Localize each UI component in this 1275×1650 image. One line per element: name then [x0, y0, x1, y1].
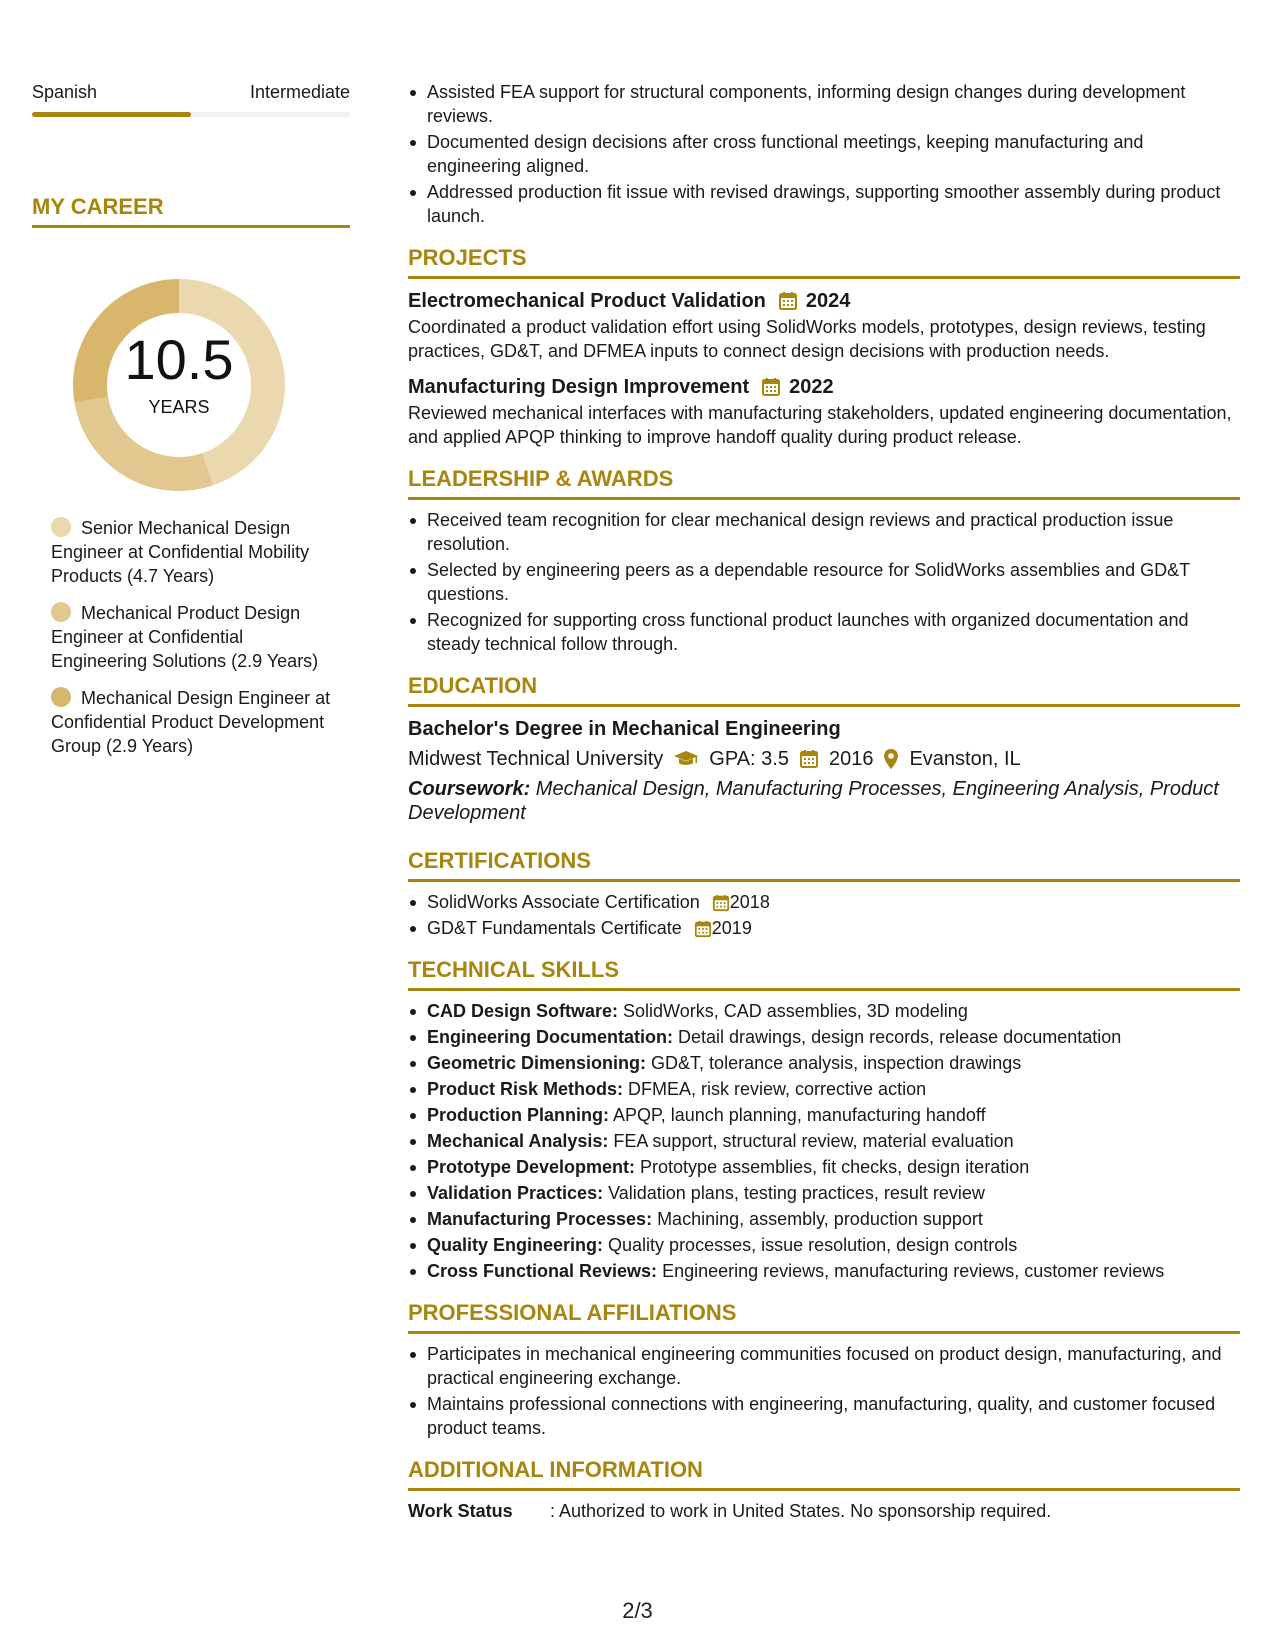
project-year: 2024: [805, 290, 851, 312]
skill-item: [408, 1077, 1240, 1101]
project-description: Coordinated a product validation effort using SolidWorks models, prototypes, design reviews, testing practices, GD&T, and DFMEA inputs to connect design decisions with production needs.: [408, 317, 1206, 361]
skill-name: Manufacturing Processes:: [427, 1209, 653, 1229]
calendar-icon: [761, 377, 781, 397]
legend-dot: [51, 602, 71, 622]
career-section-rule: [32, 225, 350, 228]
language-level: Intermediate: [249, 82, 350, 102]
skill-item: [408, 1129, 1240, 1153]
career-legend: [32, 516, 350, 758]
education-rule: [408, 704, 1240, 707]
career-total-years: 10.5: [124, 328, 234, 391]
skill-item: [408, 1259, 1240, 1283]
career-legend-item: [32, 601, 332, 673]
leadership-rule: [408, 497, 1240, 500]
affiliations-rule: [408, 1331, 1240, 1334]
language-name: Spanish: [32, 82, 98, 102]
language-proficiency-fill: [32, 112, 191, 117]
right-column: [408, 80, 1240, 1523]
skill-item: [408, 999, 1240, 1023]
leadership-item: Recognized for supporting cross functional product launches with organized documentation and steady technical follow through.: [408, 608, 1240, 656]
career-donut-chart: [32, 258, 350, 498]
skill-item: [408, 1207, 1240, 1231]
skills-title: TECHNICAL SKILLS: [408, 957, 620, 982]
leadership-item: Received team recognition for clear mechanical design reviews and practical production issue resolution.: [408, 508, 1240, 556]
calendar-icon: [712, 894, 730, 912]
experience-bullets: [408, 80, 1240, 228]
career-legend-item: [32, 516, 332, 588]
skill-detail: SolidWorks, CAD assemblies, 3D modeling: [618, 1001, 968, 1021]
certifications-list: [408, 890, 1240, 940]
skill-name: Geometric Dimensioning:: [427, 1053, 647, 1073]
skill-name: Mechanical Analysis:: [427, 1131, 609, 1151]
leadership-list: [408, 508, 1240, 656]
skill-item: [408, 1103, 1240, 1127]
skill-name: Cross Functional Reviews:: [427, 1261, 658, 1281]
skill-detail: Validation plans, testing practices, result review: [603, 1183, 985, 1203]
career-role-label: Mechanical Product Design Engineer at Confidential Engineering Solutions (2.9 Years): [51, 603, 319, 671]
skill-item: [408, 1233, 1240, 1257]
skill-detail: DFMEA, risk review, corrective action: [623, 1079, 927, 1099]
career-legend-item: [32, 686, 332, 758]
career-total-unit: YEARS: [148, 397, 210, 417]
education-coursework: [408, 777, 1240, 825]
education-location: Evanston, IL: [909, 748, 1021, 770]
skill-detail: APQP, launch planning, manufacturing handoff: [609, 1105, 986, 1125]
education-school: Midwest Technical University: [408, 748, 664, 770]
skill-item: [408, 1025, 1240, 1049]
certification-item: [408, 916, 1240, 940]
skill-name: Quality Engineering:: [427, 1235, 604, 1255]
affiliation-item: Participates in mechanical engineering communities focused on product design, manufacturing, and practical engineering exchange.: [408, 1342, 1240, 1390]
graduation-cap-icon: [673, 749, 699, 769]
projects-list: [408, 287, 1240, 449]
skills-list: [408, 999, 1240, 1283]
skill-detail: Machining, assembly, production support: [652, 1209, 983, 1229]
certification-name: SolidWorks Associate Certification: [427, 892, 700, 912]
career-role-label: Senior Mechanical Design Engineer at Confidential Mobility Products (4.7 Years): [51, 518, 310, 586]
skill-name: Prototype Development:: [427, 1157, 636, 1177]
page-number: 2/3: [622, 1598, 653, 1623]
legend-dot: [51, 687, 71, 707]
skills-rule: [408, 988, 1240, 991]
experience-bullet: Addressed production fit issue with revised drawings, supporting smoother assembly during product launch.: [408, 180, 1240, 228]
skill-name: Product Risk Methods:: [427, 1079, 624, 1099]
experience-bullet: Documented design decisions after cross functional meetings, keeping manufacturing and engineering aligned.: [408, 130, 1240, 178]
coursework-label: Coursework:: [408, 778, 531, 800]
certifications-title: CERTIFICATIONS: [408, 848, 591, 873]
additional-row: [408, 1499, 1240, 1523]
skill-item: [408, 1051, 1240, 1075]
skill-name: Engineering Documentation:: [427, 1027, 674, 1047]
career-section-title: MY CAREER: [32, 194, 164, 219]
work-status-label: Work Status: [408, 1501, 513, 1521]
work-status-value: : Authorized to work in United States. No sponsorship required.: [550, 1501, 1052, 1521]
projects-title: PROJECTS: [408, 245, 527, 270]
coursework-list: Mechanical Design, Manufacturing Processes, Engineering Analysis, Product Development: [408, 778, 1219, 824]
language-row: [32, 80, 350, 104]
left-column: [32, 80, 350, 771]
skill-item: [408, 1181, 1240, 1205]
project-description: Reviewed mechanical interfaces with manufacturing stakeholders, updated engineering documentation, and applied APQP thinking to improve handoff quality during product release.: [408, 403, 1232, 447]
skill-detail: FEA support, structural review, material evaluation: [608, 1131, 1014, 1151]
project-name: Manufacturing Design Improvement: [408, 376, 750, 398]
affiliations-title: PROFESSIONAL AFFILIATIONS: [408, 1300, 737, 1325]
experience-bullet: Assisted FEA support for structural components, informing design changes during development reviews.: [408, 80, 1240, 128]
additional-rule: [408, 1488, 1240, 1491]
skill-name: Production Planning:: [427, 1105, 609, 1125]
certification-year: 2018: [729, 892, 770, 912]
education-title: EDUCATION: [408, 673, 538, 698]
affiliation-item: Maintains professional connections with engineering, manufacturing, quality, and customer focused product teams.: [408, 1392, 1240, 1440]
education-year: 2016: [828, 748, 874, 770]
project-heading: [408, 287, 1240, 315]
skill-detail: GD&T, tolerance analysis, inspection drawings: [646, 1053, 1022, 1073]
calendar-icon: [799, 749, 819, 769]
skill-detail: Quality processes, issue resolution, design controls: [603, 1235, 1018, 1255]
skill-detail: Engineering reviews, manufacturing reviews, customer reviews: [657, 1261, 1165, 1281]
education-gpa: GPA: 3.5: [709, 748, 789, 770]
calendar-icon: [778, 291, 798, 311]
certification-year: 2019: [711, 918, 752, 938]
certification-item: [408, 890, 1240, 914]
project-year: 2022: [789, 376, 834, 398]
affiliations-list: [408, 1342, 1240, 1440]
legend-dot: [51, 517, 71, 537]
leadership-item: Selected by engineering peers as a dependable resource for SolidWorks assemblies and GD&T questions.: [408, 558, 1240, 606]
leadership-title: LEADERSHIP & AWARDS: [408, 466, 674, 491]
certifications-rule: [408, 879, 1240, 882]
project-name: Electromechanical Product Validation: [408, 290, 766, 312]
career-role-label: Mechanical Design Engineer at Confidential Product Development Group (2.9 Years): [51, 688, 331, 756]
certification-name: GD&T Fundamentals Certificate: [427, 918, 682, 938]
language-proficiency-bar: [32, 112, 350, 117]
map-pin-icon: [883, 748, 899, 770]
project-heading: [408, 373, 1240, 401]
calendar-icon: [694, 920, 712, 938]
education-degree: Bachelor's Degree in Mechanical Engineering: [408, 718, 841, 740]
skill-detail: Detail drawings, design records, release documentation: [673, 1027, 1122, 1047]
additional-title: ADDITIONAL INFORMATION: [408, 1457, 703, 1482]
skill-name: Validation Practices:: [427, 1183, 604, 1203]
skill-detail: Prototype assemblies, fit checks, design iteration: [635, 1157, 1030, 1177]
education-details: [408, 743, 1240, 775]
skill-name: CAD Design Software:: [427, 1001, 619, 1021]
skill-item: [408, 1155, 1240, 1179]
projects-rule: [408, 276, 1240, 279]
